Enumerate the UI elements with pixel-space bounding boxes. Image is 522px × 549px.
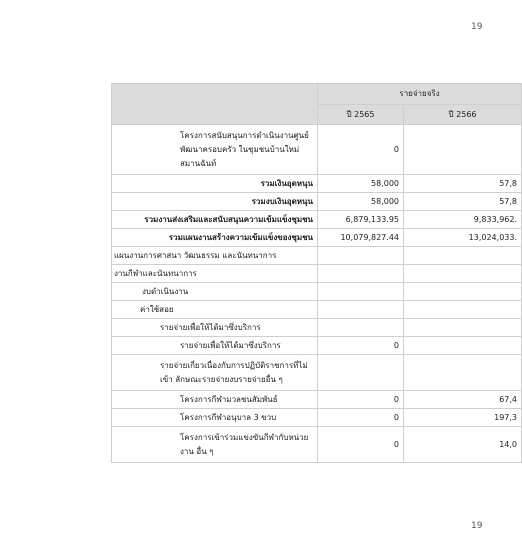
value-2565	[318, 283, 404, 301]
value-2566: 57,8	[404, 193, 522, 211]
row-label: รวมเงินอุดหนุน	[112, 175, 318, 193]
value-2566: 9,833,962.	[404, 211, 522, 229]
value-2565: 0	[318, 427, 404, 463]
value-2565	[318, 247, 404, 265]
row-label: งานกีฬาและนันทนาการ	[112, 265, 318, 283]
row-label: รวมงบเงินอุดหนุน	[112, 193, 318, 211]
row-label: ค่าใช้สอย	[112, 301, 318, 319]
value-2565: 0	[318, 391, 404, 409]
header-actual-expense: รายจ่ายจริง	[318, 84, 522, 105]
value-2565: 0	[318, 409, 404, 427]
value-2566: 57,8	[404, 175, 522, 193]
value-2566	[404, 337, 522, 355]
row-label: โครงการเข้าร่วมแข่งขันกีฬากับหน่วยงาน อื่น ๆ	[112, 427, 318, 463]
page-number-bottom: 19	[471, 521, 483, 531]
row-label: แผนงานการศาสนา วัฒนธรรม และนันทนาการ	[112, 247, 318, 265]
table-row	[112, 229, 522, 247]
table-row	[112, 319, 522, 337]
table-row	[112, 265, 522, 283]
table-row	[112, 337, 522, 355]
value-2565: 0	[318, 125, 404, 175]
table-row	[112, 211, 522, 229]
value-2566	[404, 125, 522, 175]
value-2566	[404, 247, 522, 265]
value-2565: 0	[318, 337, 404, 355]
table-row	[112, 283, 522, 301]
row-label: รายจ่ายเพื่อให้ได้มาซึ่งบริการ	[112, 319, 318, 337]
table-header-row	[112, 84, 522, 105]
table-row	[112, 391, 522, 409]
value-2565	[318, 355, 404, 391]
page-number-top: 19	[471, 22, 483, 32]
header-label-cell	[112, 84, 318, 125]
value-2565: 58,000	[318, 193, 404, 211]
table-row	[112, 247, 522, 265]
header-year-2565: ปี 2565	[318, 105, 404, 125]
value-2565: 58,000	[318, 175, 404, 193]
row-label: รวมงานส่งเสริมและสนับสนุนความเข้มแข็งชุมชน	[112, 211, 318, 229]
value-2566: 197,3	[404, 409, 522, 427]
value-2566: 67,4	[404, 391, 522, 409]
row-label: งบดำเนินงาน	[112, 283, 318, 301]
value-2566: 14,0	[404, 427, 522, 463]
row-label: โครงการสนับสนุนการดำเนินงานศูนย์ พัฒนาครอบครัว ในชุมชนบ้านใหม่สมานฉันท์	[112, 125, 318, 175]
table-row	[112, 409, 522, 427]
row-label: รายจ่ายเพื่อให้ได้มาซึ่งบริการ	[112, 337, 318, 355]
table-row	[112, 175, 522, 193]
value-2566	[404, 319, 522, 337]
value-2566	[404, 265, 522, 283]
value-2566	[404, 301, 522, 319]
value-2565: 10,079,827.44	[318, 229, 404, 247]
row-label: รายจ่ายเกี่ยวเนื่องกับการปฏิบัติราชการที่ไม่เข้า ลักษณะรายจ่ายงบรายจ่ายอื่น ๆ	[112, 355, 318, 391]
table-row	[112, 355, 522, 391]
row-label: โครงการกีฬามวลชนสัมพันธ์	[112, 391, 318, 409]
row-label: โครงการกีฬาอนุบาล 3 ขวบ	[112, 409, 318, 427]
table-row	[112, 301, 522, 319]
table-row	[112, 193, 522, 211]
value-2566	[404, 355, 522, 391]
table-row	[112, 427, 522, 463]
budget-table	[111, 83, 522, 463]
value-2565: 6,879,133.95	[318, 211, 404, 229]
value-2565	[318, 265, 404, 283]
row-label: รวมแผนงานสร้างความเข้มแข็งของชุมชน	[112, 229, 318, 247]
value-2565	[318, 301, 404, 319]
value-2565	[318, 319, 404, 337]
table-row	[112, 125, 522, 175]
header-year-2566: ปี 2566	[404, 105, 522, 125]
value-2566: 13,024,033.	[404, 229, 522, 247]
value-2566	[404, 283, 522, 301]
